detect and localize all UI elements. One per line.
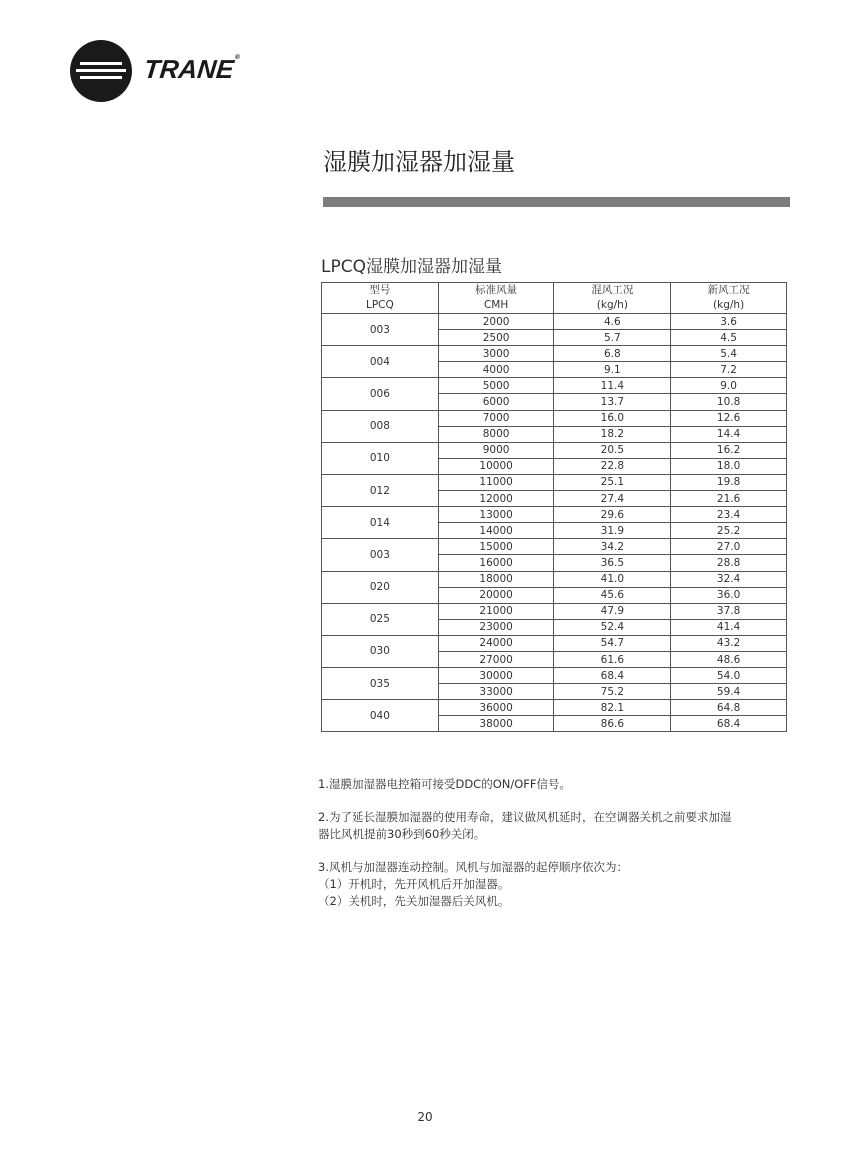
cell-airflow: 6000 bbox=[438, 394, 554, 410]
cell-airflow: 21000 bbox=[438, 603, 554, 619]
cell-airflow: 9000 bbox=[438, 442, 554, 458]
cell-airflow: 7000 bbox=[438, 410, 554, 426]
cell-mixed-air: 82.1 bbox=[554, 700, 671, 716]
trane-logo bbox=[70, 40, 260, 104]
cell-mixed-air: 29.6 bbox=[554, 507, 671, 523]
cell-fresh-air: 41.4 bbox=[671, 619, 787, 635]
table-row bbox=[322, 442, 787, 458]
cell-mixed-air: 31.9 bbox=[554, 523, 671, 539]
cell-mixed-air: 41.0 bbox=[554, 571, 671, 587]
trane-logo-circle-icon bbox=[70, 40, 132, 102]
cell-airflow: 3000 bbox=[438, 346, 554, 362]
cell-mixed-air: 34.2 bbox=[554, 539, 671, 555]
cell-fresh-air: 16.2 bbox=[671, 442, 787, 458]
cell-airflow: 16000 bbox=[438, 555, 554, 571]
cell-fresh-air: 4.5 bbox=[671, 330, 787, 346]
cell-fresh-air: 28.8 bbox=[671, 555, 787, 571]
header-mixed-air: 混风工况 (kg/h) bbox=[554, 283, 671, 314]
cell-airflow: 30000 bbox=[438, 668, 554, 684]
cell-model: 040 bbox=[322, 700, 439, 732]
cell-fresh-air: 23.4 bbox=[671, 507, 787, 523]
header-airflow: 标准风量 CMH bbox=[438, 283, 554, 314]
header-model: 型号 LPCQ bbox=[322, 283, 439, 314]
note-3: 3.风机与加湿器连动控制。风机与加湿器的起停顺序依次为： （1）开机时，先开风机后开加湿器。 （2）关机时，先关加湿器后关风机。 bbox=[318, 860, 628, 908]
cell-mixed-air: 27.4 bbox=[554, 491, 671, 507]
cell-airflow: 18000 bbox=[438, 571, 554, 587]
cell-fresh-air: 3.6 bbox=[671, 314, 787, 330]
table-row bbox=[322, 378, 787, 394]
humidification-table bbox=[321, 282, 787, 732]
cell-airflow: 36000 bbox=[438, 700, 554, 716]
cell-airflow: 14000 bbox=[438, 523, 554, 539]
cell-mixed-air: 68.4 bbox=[554, 668, 671, 684]
trane-logo-text: TRANE® bbox=[142, 54, 241, 84]
cell-mixed-air: 75.2 bbox=[554, 684, 671, 700]
cell-airflow: 11000 bbox=[438, 474, 554, 490]
cell-airflow: 8000 bbox=[438, 426, 554, 442]
cell-model: 030 bbox=[322, 635, 439, 667]
table-header-row bbox=[322, 283, 787, 314]
cell-fresh-air: 10.8 bbox=[671, 394, 787, 410]
table-row bbox=[322, 700, 787, 716]
cell-fresh-air: 27.0 bbox=[671, 539, 787, 555]
cell-mixed-air: 52.4 bbox=[554, 619, 671, 635]
cell-airflow: 23000 bbox=[438, 619, 554, 635]
cell-fresh-air: 7.2 bbox=[671, 362, 787, 378]
table-row bbox=[322, 571, 787, 587]
cell-fresh-air: 64.8 bbox=[671, 700, 787, 716]
cell-model: 012 bbox=[322, 474, 439, 506]
cell-mixed-air: 9.1 bbox=[554, 362, 671, 378]
cell-airflow: 24000 bbox=[438, 635, 554, 651]
table-row bbox=[322, 507, 787, 523]
table-row bbox=[322, 635, 787, 651]
notes-section bbox=[318, 776, 790, 926]
table-row bbox=[322, 603, 787, 619]
cell-fresh-air: 9.0 bbox=[671, 378, 787, 394]
page-title: 湿膜加湿器加湿量 bbox=[323, 148, 515, 176]
table-row bbox=[322, 539, 787, 555]
cell-mixed-air: 5.7 bbox=[554, 330, 671, 346]
cell-airflow: 12000 bbox=[438, 491, 554, 507]
cell-fresh-air: 21.6 bbox=[671, 491, 787, 507]
cell-mixed-air: 45.6 bbox=[554, 587, 671, 603]
cell-mixed-air: 16.0 bbox=[554, 410, 671, 426]
cell-model: 006 bbox=[322, 378, 439, 410]
cell-mixed-air: 47.9 bbox=[554, 603, 671, 619]
cell-airflow: 27000 bbox=[438, 651, 554, 667]
cell-airflow: 5000 bbox=[438, 378, 554, 394]
page-number: 20 bbox=[417, 1110, 433, 1124]
cell-mixed-air: 20.5 bbox=[554, 442, 671, 458]
cell-fresh-air: 54.0 bbox=[671, 668, 787, 684]
table-row bbox=[322, 474, 787, 490]
cell-fresh-air: 5.4 bbox=[671, 346, 787, 362]
cell-mixed-air: 61.6 bbox=[554, 651, 671, 667]
cell-model: 004 bbox=[322, 346, 439, 378]
cell-mixed-air: 6.8 bbox=[554, 346, 671, 362]
cell-fresh-air: 68.4 bbox=[671, 716, 787, 732]
cell-airflow: 20000 bbox=[438, 587, 554, 603]
cell-fresh-air: 14.4 bbox=[671, 426, 787, 442]
cell-airflow: 2500 bbox=[438, 330, 554, 346]
cell-mixed-air: 54.7 bbox=[554, 635, 671, 651]
cell-airflow: 38000 bbox=[438, 716, 554, 732]
cell-airflow: 15000 bbox=[438, 539, 554, 555]
header-fresh-air: 新风工况 (kg/h) bbox=[671, 283, 787, 314]
cell-airflow: 4000 bbox=[438, 362, 554, 378]
cell-airflow: 10000 bbox=[438, 458, 554, 474]
cell-fresh-air: 37.8 bbox=[671, 603, 787, 619]
cell-model: 020 bbox=[322, 571, 439, 603]
cell-fresh-air: 12.6 bbox=[671, 410, 787, 426]
table-body bbox=[322, 314, 787, 732]
cell-model: 014 bbox=[322, 507, 439, 539]
cell-airflow: 13000 bbox=[438, 507, 554, 523]
title-divider-bar bbox=[323, 197, 790, 207]
cell-mixed-air: 13.7 bbox=[554, 394, 671, 410]
cell-mixed-air: 22.8 bbox=[554, 458, 671, 474]
cell-mixed-air: 25.1 bbox=[554, 474, 671, 490]
table-title: LPCQ湿膜加湿器加湿量 bbox=[321, 257, 502, 277]
cell-airflow: 33000 bbox=[438, 684, 554, 700]
cell-mixed-air: 36.5 bbox=[554, 555, 671, 571]
cell-fresh-air: 59.4 bbox=[671, 684, 787, 700]
table-row bbox=[322, 314, 787, 330]
cell-fresh-air: 36.0 bbox=[671, 587, 787, 603]
cell-mixed-air: 86.6 bbox=[554, 716, 671, 732]
note-1: 1.湿膜加湿器电控箱可接受DDC的ON/OFF信号。 bbox=[318, 777, 572, 791]
cell-fresh-air: 48.6 bbox=[671, 651, 787, 667]
cell-fresh-air: 32.4 bbox=[671, 571, 787, 587]
note-2: 2.为了延长湿膜加湿器的使用寿命，建议做风机延时，在空调器关机之前要求加湿 器比风机提前30秒到60秒关闭。 bbox=[318, 810, 732, 841]
table-row bbox=[322, 668, 787, 684]
cell-mixed-air: 4.6 bbox=[554, 314, 671, 330]
cell-model: 003 bbox=[322, 314, 439, 346]
table-row bbox=[322, 410, 787, 426]
cell-mixed-air: 18.2 bbox=[554, 426, 671, 442]
cell-model: 003 bbox=[322, 539, 439, 571]
cell-model: 010 bbox=[322, 442, 439, 474]
cell-model: 008 bbox=[322, 410, 439, 442]
cell-model: 035 bbox=[322, 668, 439, 700]
cell-airflow: 2000 bbox=[438, 314, 554, 330]
cell-fresh-air: 18.0 bbox=[671, 458, 787, 474]
cell-fresh-air: 19.8 bbox=[671, 474, 787, 490]
table-row bbox=[322, 346, 787, 362]
cell-model: 025 bbox=[322, 603, 439, 635]
cell-fresh-air: 25.2 bbox=[671, 523, 787, 539]
cell-fresh-air: 43.2 bbox=[671, 635, 787, 651]
cell-mixed-air: 11.4 bbox=[554, 378, 671, 394]
